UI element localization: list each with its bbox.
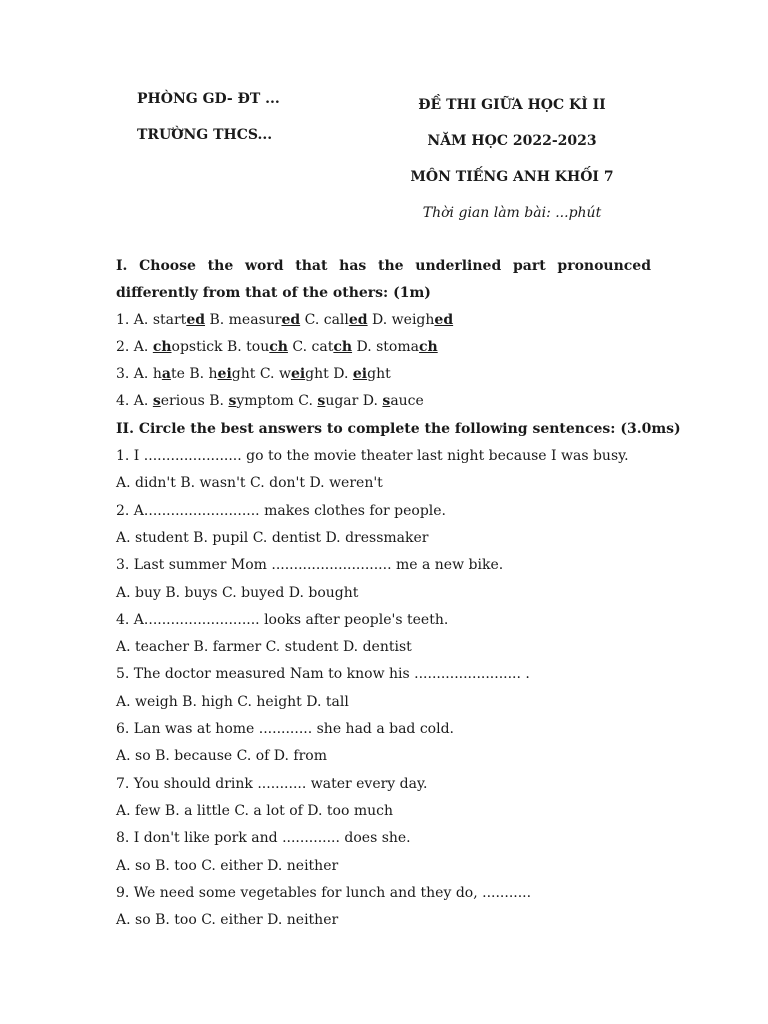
question-line: 4. A.......................... looks after people's teeth.	[116, 611, 449, 628]
section-1-title: I. Choose the word that has the underlined part pronounced differently from that of the others: (1m)	[116, 258, 651, 302]
question-line: 8. I don't like pork and ............. does she.	[116, 830, 411, 847]
pronunciation-question-1: 1. A. started B. measured C. called D. weighed	[116, 311, 454, 328]
school-header	[137, 89, 280, 161]
exam-header	[360, 95, 664, 227]
department-name: PHÒNG GD- ĐT ...	[137, 91, 280, 107]
question-line: 2. A.......................... makes clothes for people.	[116, 502, 447, 519]
pronunciation-question-2: 2. A. chopstick B. touch C. catch D. stomach	[116, 338, 438, 355]
time-allowed: Thời gian làm bài: ...phút	[422, 205, 602, 221]
pronunciation-question-3: 3. A. hate B. height C. weight D. eight	[116, 366, 391, 383]
question-line: 9. We need some vegetables for lunch and they do, ...........	[116, 884, 532, 901]
question-line: 6. Lan was at home ............ she had a bad cold.	[116, 721, 455, 738]
answer-options: A. so B. too C. either D. neither	[116, 857, 339, 874]
question-line: 7. You should drink ........... water every day.	[116, 775, 428, 792]
school-year: NĂM HỌC 2022-2023	[427, 133, 597, 149]
pronunciation-question-4: 4. A. serious B. symptom C. sugar D. sauce	[116, 393, 424, 410]
answer-options: A. so B. too C. either D. neither	[116, 912, 339, 929]
answer-options: A. buy B. buys C. buyed D. bought	[116, 584, 359, 601]
exam-body	[116, 253, 681, 935]
exam-title: ĐỀ THI GIỮA HỌC KÌ II	[418, 97, 606, 113]
question-line: 3. Last summer Mom ........................... me a new bike.	[116, 557, 504, 574]
answer-options: A. teacher B. farmer C. student D. dentist	[116, 639, 412, 656]
question-line: 1. I ...................... go to the movie theater last night because I was busy.	[116, 448, 629, 465]
answer-options: A. few B. a little C. a lot of D. too much	[116, 802, 393, 819]
answer-options: A. didn't B. wasn't C. don't D. weren't	[116, 475, 383, 492]
answer-options: A. so B. because C. of D. from	[116, 748, 328, 765]
question-line: 5. The doctor measured Nam to know his ........................ .	[116, 666, 530, 683]
section-2-title: II. Circle the best answers to complete the following sentences: (3.0ms)	[116, 420, 681, 437]
subject-title: MÔN TIẾNG ANH KHỐI 7	[410, 169, 614, 185]
school-name: TRƯỜNG THCS...	[137, 127, 273, 143]
answer-options: A. student B. pupil C. dentist D. dressmaker	[116, 529, 429, 546]
answer-options: A. weigh B. high C. height D. tall	[116, 693, 349, 710]
